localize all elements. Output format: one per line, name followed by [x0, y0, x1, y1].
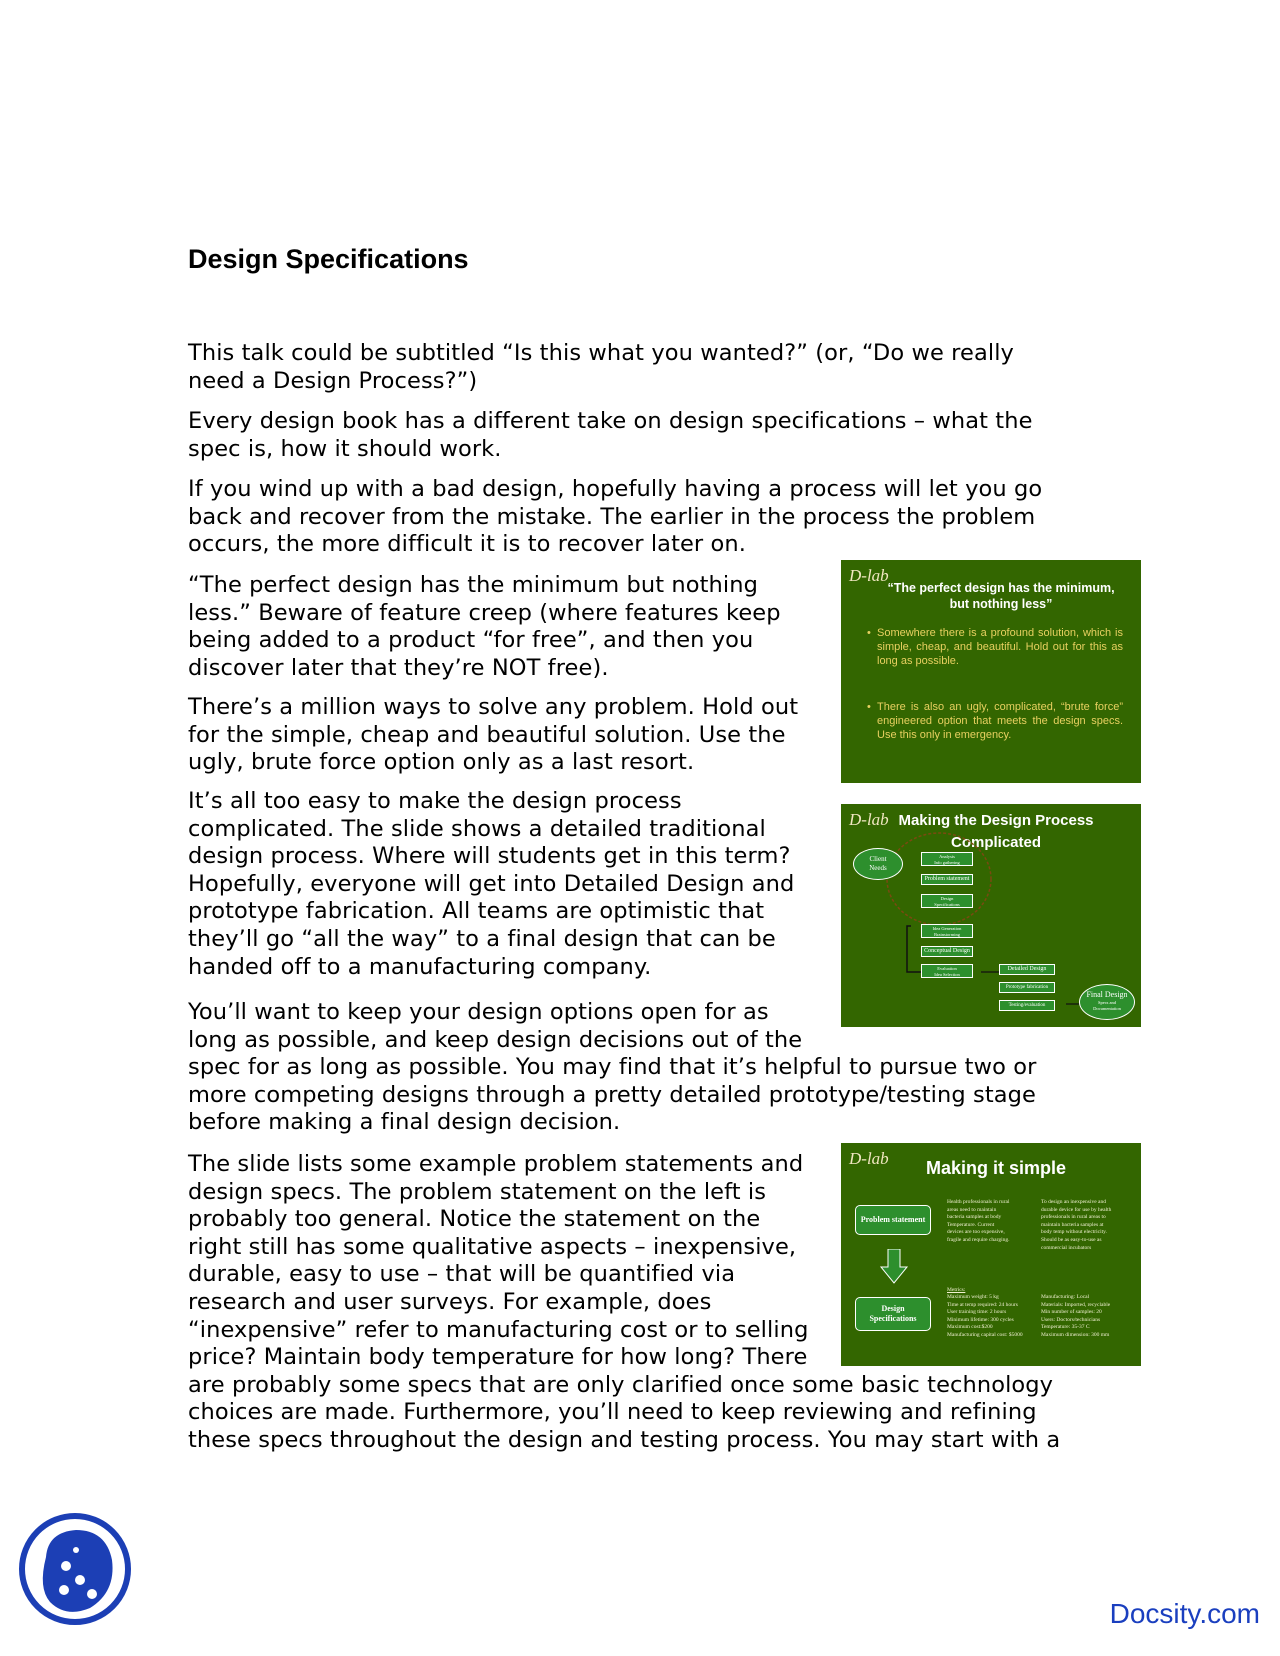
design-specifications-box: Design Specifications	[855, 1297, 931, 1331]
dlab-logo: D-lab	[849, 1149, 889, 1168]
paragraph-1: This talk could be subtitled “Is this what you wanted?” (or, “Do we really need a Design Process?”)	[188, 340, 1014, 394]
page-title: Design Specifications	[188, 244, 469, 274]
final-design-sublabel: Specs and Documentation	[1093, 1000, 1121, 1011]
process-node-design-specs: Design Specifications	[921, 894, 973, 908]
process-node-idea-generation: Idea Generation Brainstorming	[921, 924, 973, 938]
process-node-analysis: Analysis Info gathering	[921, 852, 973, 866]
process-node-prototype-fabrication: Prototype fabrication	[999, 982, 1055, 993]
down-arrow-icon	[879, 1249, 909, 1285]
paragraph-5: There’s a million ways to solve any problem. Hold out for the simple, cheap and beautiful solution. Use the ugly, brute force option only as a last resort.	[188, 694, 799, 776]
docsity-brand-link[interactable]: Docsity.com	[1109, 1598, 1260, 1629]
docsity-logo-icon	[18, 1512, 133, 1627]
paragraph-7: You’ll want to keep your design options open for as long as possible, and keep design decisions out of the spec for as long as possible. You may find that it’s helpful to pursue two or more competing designs through a pretty detailed prototype/testing stage before making a final design decision.	[188, 999, 1037, 1136]
slide1-bullet-2: • There is also an ugly, complicated, “brute force” engineered option that meets the design specs. Use this only in emergency.	[877, 700, 1123, 742]
paragraph-8: The slide lists some example problem statements and design specs. The problem statement on the left is probably too general. Notice the statement on the right still has some qualitative aspects – inexpensive, durable, easy to use – that will be quantified via research and user surveys. For example, does “inexpensive” refer to manufacturing cost or to selling price? Maintain body temperature for how long? There are probably some specs that are only clarified once some basic technology choices are made. Furthermore, you’ll need to keep reviewing and refining these specs throughout the design and testing process. You may start with a	[188, 1151, 1061, 1453]
paragraph-3: If you wind up with a bad design, hopefully having a process will let you go back and recover from the mistake. The earlier in the process the problem occurs, the more difficult it is to recover later on.	[188, 476, 1043, 558]
paragraph-4: “The perfect design has the minimum but nothing less.” Beware of feature creep (where features keep being added to a product “for free”, and then you discover later that they’re NOT free).	[188, 572, 781, 681]
dlab-logo: D-lab	[849, 566, 889, 585]
paragraph-2: Every design book has a different take on design specifications – what the spec is, how it should work.	[188, 408, 1033, 462]
paragraph-6: It’s all too easy to make the design process complicated. The slide shows a detailed traditional design process. Where will students get in this term? Hopefully, everyone will get into Detailed Design and prototype fabrication. All teams are optimistic that they’ll go “all the way” to a final design that can be handed off to a manufacturing company.	[188, 788, 795, 980]
slide1-title: “The perfect design has the minimum, but nothing less”	[887, 581, 1115, 611]
process-node-detailed-design: Detailed Design	[999, 964, 1055, 975]
metrics-heading: Metrics:	[947, 1287, 966, 1293]
slide3-title: Making it simple	[925, 1158, 1067, 1178]
client-needs-node: Client Needs	[853, 848, 903, 880]
process-node-evaluation: Evaluation Idea Selection	[921, 964, 973, 978]
slide-design-process	[841, 804, 1141, 1027]
slide2-title: Making the Design Process Complicated	[898, 812, 1094, 851]
process-node-conceptual-design: Conceptual Design	[921, 946, 973, 957]
problem-statement-box: Problem statement	[855, 1205, 931, 1235]
final-design-label: Final Design	[1086, 990, 1128, 999]
slide-making-it-simple	[841, 1143, 1141, 1366]
problem-statement-right: To design an inexpensive and durable device for use by health professionals in rural areas to maintain bacteria samples at body temp without electricity. Should be as easy-to-use as commercial incubators	[1041, 1199, 1112, 1251]
process-node-testing: Testing/evaluation	[999, 1000, 1055, 1011]
slide-perfect-design	[841, 560, 1141, 783]
problem-statement-left: Health professionals in rural areas need to maintain bacteria samples at body Temperature. Current devices are too expensive, fragile and require charging.	[947, 1199, 1010, 1243]
process-node-problem-statement: Problem statement	[921, 874, 973, 885]
metrics-left: Maximum weight: 5 kg Time at temp required: 24 hours User training time: 2 hours Minimum lifetime: 300 cycles Maximum cost:$200 Manufacturing capital cost: $5000	[947, 1294, 1023, 1338]
slide1-bullet-1: • Somewhere there is a profound solution, which is simple, cheap, and beautiful. Hold out for this as long as possible.	[877, 626, 1123, 668]
final-design-node	[1079, 984, 1135, 1020]
dlab-logo: D-lab	[849, 810, 889, 829]
metrics-right: Manufacturing: Local Materials: Imported, recyclable Min number of samples: 20 Users: Doctors/technicians Temperature: 35-37 C Maximum dimension: 300 mm	[1041, 1294, 1111, 1338]
